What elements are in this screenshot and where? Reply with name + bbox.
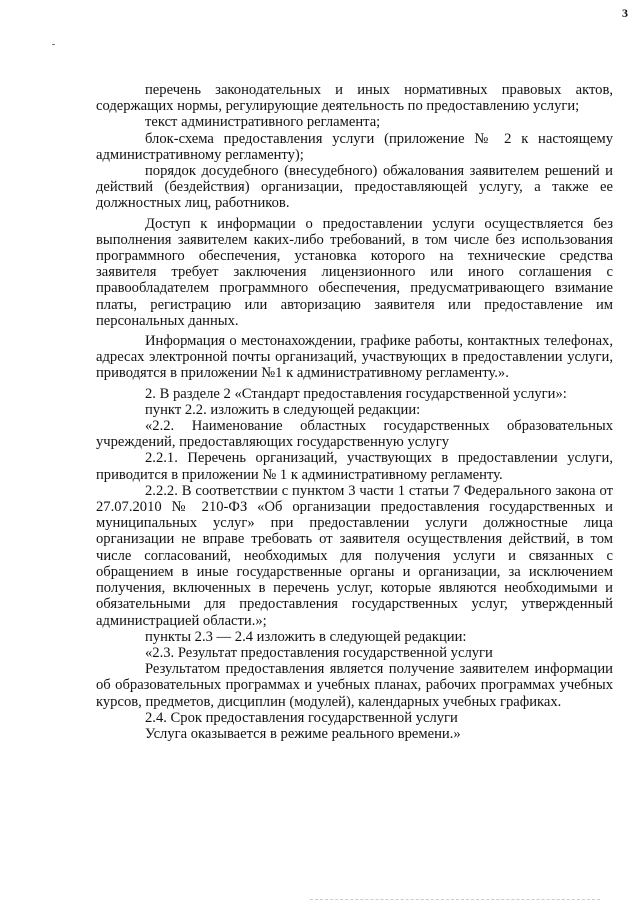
paragraph-item-2-4-heading: 2.4. Срок предоставления государственной услуги <box>145 709 458 726</box>
paragraph-item-2-3-text: Результатом предоставления является получение заявителем информации об образовательных программах и учебных планах, рабочих программах учебных курсов, предметов, дисциплин (модулей), календарных учебных графиках. <box>96 661 613 710</box>
paragraph-regulation-text: текст административного регламента; <box>145 114 381 131</box>
paragraph-item-2-2: «2.2. Наименование областных государственных образовательных учреждений, предоставляющих государственную услугу <box>96 418 613 451</box>
paragraph-flowchart: блок-схема предоставления услуги (приложение № 2 к настоящему административному регламенту); <box>96 130 613 163</box>
paragraph-contact-info: Информация о местонахождении, графике работы, контактных телефонах, адресах электронной почты организаций, участвующих в предоставлении услуги, приводятся в приложении №1 к административному регламенту.». <box>96 333 613 382</box>
paragraph-items-2-3-2-4-intro: пункты 2.3 — 2.4 изложить в следующей редакции: <box>145 628 467 645</box>
paragraph-item-2-2-2: 2.2.2. В соответствии с пунктом 3 части 1 статьи 7 Федерального закона от 27.07.2010 № 210-ФЗ «Об организации предоставления государственных и муниципальных услуг» при предоставлении услуги должностные лица организации не вправе требовать от заявителя осуществления действий, в том числе согласований, необходимых для получения услуги и связанных с обращением в иные государственные органы и организации, за исключением получения, включенных в перечень услуг, которые являются необходимыми и обязательными для предоставления государственных услуг, утвержденный администрацией области.»; <box>96 482 613 629</box>
paragraph-access-info: Доступ к информации о предоставлении услуги осуществляется без выполнения заявителем каких-либо требований, в том числе без использования программного обеспечения, установка которого на технические средства заявителя требует заключения лицензионного или иного соглашения с правообладателем программного обеспечения, предусматривающего взимание платы, регистрацию или авторизацию заявителя или предоставление им персональных данных. <box>96 215 613 329</box>
paragraph-item-2-2-intro: пункт 2.2. изложить в следующей редакции: <box>145 401 421 418</box>
paragraph-item-2-3-heading: «2.3. Результат предоставления государственной услуги <box>145 644 493 661</box>
scan-speck <box>52 44 55 45</box>
paragraph-appeal-procedure: порядок досудебного (внесудебного) обжалования заявителем решений и действий (бездействия) организации, предоставляющей услугу, а также ее должностных лиц, работников. <box>96 163 613 212</box>
document-body <box>96 82 613 742</box>
page-number: 3 <box>622 6 628 20</box>
paragraph-section-2: 2. В разделе 2 «Стандарт предоставления государственной услуги»: <box>145 385 567 402</box>
scan-edge-line <box>310 899 600 900</box>
paragraph-item-2-4-text: Услуга оказывается в режиме реального времени.» <box>145 725 461 742</box>
paragraph-item-2-2-1: 2.2.1. Перечень организаций, участвующих в предоставлении услуги, приводится в приложении № 1 к административному регламенту. <box>96 450 613 483</box>
paragraph-legal-acts: перечень законодательных и иных нормативных правовых актов, содержащих нормы, регулирующие деятельность по предоставлению услуги; <box>96 82 613 115</box>
